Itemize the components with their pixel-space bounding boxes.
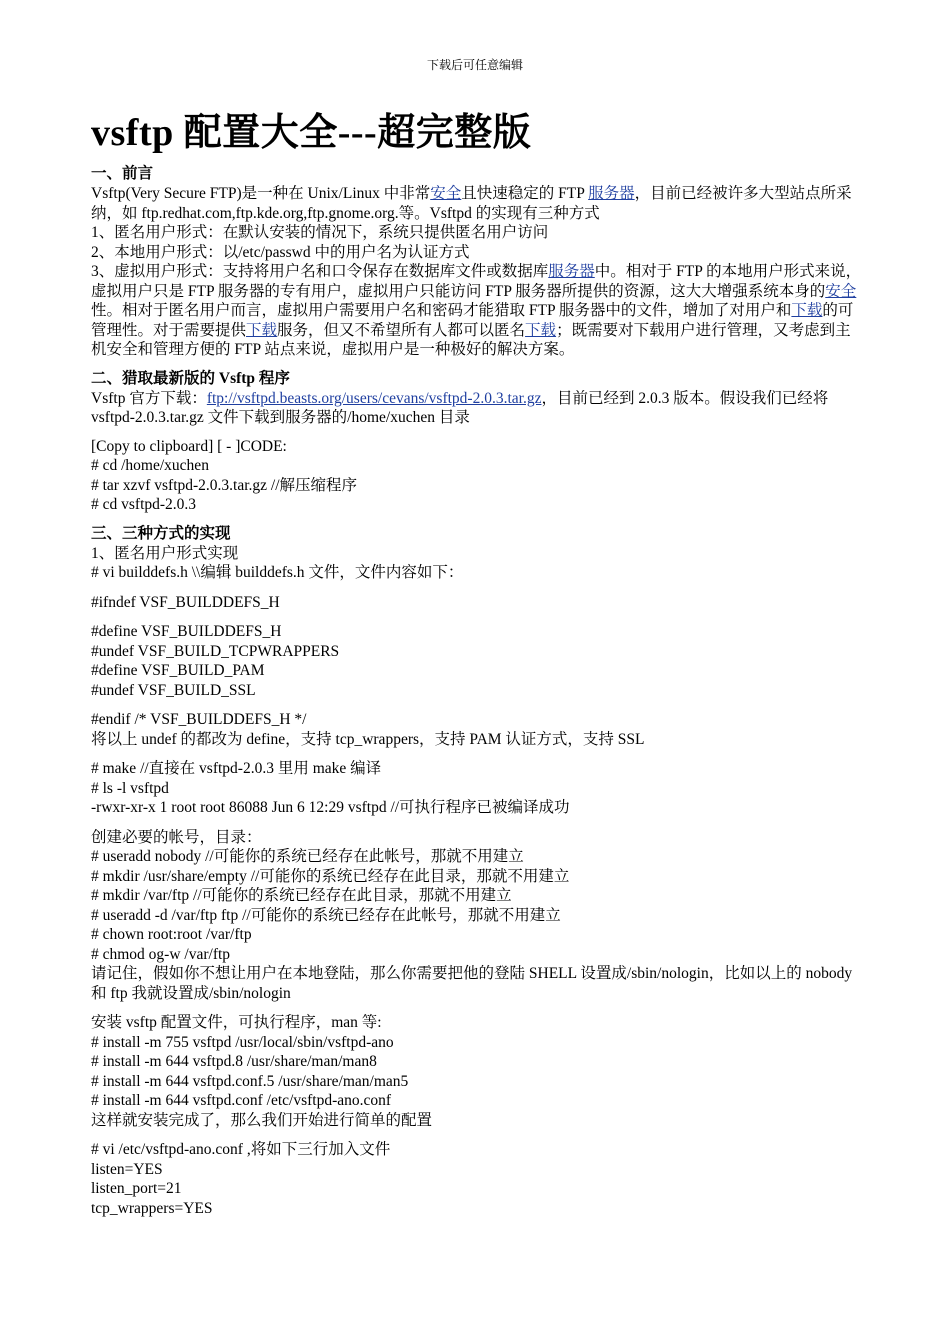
- text-line: 将以上 undef 的都改为 define，支持 tcp_wrappers，支持 PAM 认证方式，支持 SSL: [91, 730, 645, 748]
- code-line: # vi builddefs.h \\编辑 builddefs.h 文件，文件内容如下：: [91, 564, 464, 581]
- section-1-heading: 一、前言: [91, 165, 154, 182]
- link-server[interactable]: 服务器: [548, 263, 595, 280]
- code-line: #endif /* VSF_BUILDDEFS_H */: [91, 711, 307, 728]
- code-line: #undef VSF_BUILD_TCPWRAPPERS: [91, 642, 340, 660]
- list-item: 3、虚拟用户形式：支持将用户名和口令保存在数据库文件或数据库服务器中。相对于 FTP 的本地用户形式来说，虚拟用户只是 FTP 服务器的专有用户，虚拟用户只能访问 FTP 服务器所提供的资源，这大大增强系统本身的安全性。相对于匿名用户而言，虚拟用户需要用户名和密码才能猎取 FTP 服务器中的文件，增加了对用户和下载的可管理性。对于需要提供下载服务，但又不希望所有人都可以匿名下载；既需要对下载用户进行管理，又考虑到主机安全和管理方便的 FTP 站点来说，虚拟用户是一种极好的解决方案。: [91, 263, 862, 358]
- link-download[interactable]: 下载: [525, 321, 557, 339]
- document-body: [91, 108, 866, 1218]
- code-line: # install -m 644 vsftpd.8 /usr/share/man/man8: [91, 1053, 377, 1070]
- code-line: # ls -l vsftpd: [91, 779, 169, 797]
- code-line: # chown root:root /var/ftp: [91, 926, 252, 943]
- code-line: # tar xzvf vsftpd-2.0.3.tar.gz //解压缩程序: [91, 476, 358, 494]
- code-line: # chmod og-w /var/ftp: [91, 945, 231, 963]
- code-line: listen=YES: [91, 1160, 163, 1178]
- code-line: tcp_wrappers=YES: [91, 1199, 213, 1217]
- intro-paragraph: Vsftp(Very Secure FTP)是一种在 Unix/Linux 中非常安全且快速稳定的 FTP 服务器，目前已经被许多大型站点所采纳，如 ftp.redhat.com,ftp.kde.org,ftp.gnome.org.等。Vsftpd 的实现有三种方式: [91, 185, 852, 222]
- document-title: vsftp 配置大全---超完整版: [91, 112, 532, 154]
- code-line: # mkdir /usr/share/empty //可能你的系统已经存在此目录，那就不用建立: [91, 867, 570, 885]
- link-download[interactable]: 下载: [246, 321, 278, 339]
- code-line: # cd /home/xuchen: [91, 457, 209, 474]
- code-line: #ifndef VSF_BUILDDEFS_H: [91, 593, 280, 611]
- text-line: 这样就安装完成了，那么我们开始进行简单的配置: [91, 1111, 433, 1129]
- page-header: 下载后可任意编辑: [426, 58, 523, 72]
- text-line: 请记住，假如你不想让用户在本地登陆，那么你需要把他的登陆 SHELL 设置成/sbin/nologin，比如以上的 nobody 和 ftp 我就设置成/sbin/nologin: [91, 965, 853, 1002]
- code-label: [Copy to clipboard] [ - ]CODE:: [91, 437, 287, 455]
- section-2-heading: 二、猎取最新版的 Vsftp 程序: [91, 369, 290, 387]
- vsftpd-download-link[interactable]: ftp://vsftpd.beasts.org/users/cevans/vsftpd-2.0.3.tar.gz: [206, 389, 542, 407]
- link-server[interactable]: 服务器: [588, 185, 635, 202]
- code-line: # cd vsftpd-2.0.3: [91, 496, 197, 513]
- link-security[interactable]: 安全: [430, 185, 462, 202]
- code-line: -rwxr-xr-x 1 root root 86088 Jun 6 12:29 vsftpd //可执行程序已被编译成功: [91, 799, 570, 816]
- code-line: #define VSF_BUILD_PAM: [91, 662, 265, 679]
- code-line: #undef VSF_BUILD_SSL: [91, 681, 256, 699]
- code-line: # install -m 755 vsftpd /usr/local/sbin/vsftpd-ano: [91, 1033, 394, 1051]
- code-line: # useradd nobody //可能你的系统已经存在此帐号，那就不用建立: [91, 848, 524, 865]
- text-line: 创建必要的帐号，目录：: [91, 828, 262, 846]
- text-line: 1、匿名用户形式实现: [91, 544, 239, 562]
- link-security[interactable]: 安全: [825, 282, 857, 300]
- code-line: # install -m 644 vsftpd.conf.5 /usr/share/man/man5: [91, 1072, 409, 1090]
- code-line: # mkdir /var/ftp //可能你的系统已经存在此目录，那就不用建立: [91, 887, 512, 904]
- list-item: 2、本地用户形式：以/etc/passwd 中的用户名为认证方式: [91, 243, 470, 261]
- code-line: # make //直接在 vsftpd-2.0.3 里用 make 编译: [91, 760, 382, 777]
- code-line: # install -m 644 vsftpd.conf /etc/vsftpd-ano.conf: [91, 1092, 392, 1109]
- code-line: #define VSF_BUILDDEFS_H: [91, 623, 282, 640]
- download-paragraph: Vsftp 官方下载：ftp://vsftpd.beasts.org/users/cevans/vsftpd-2.0.3.tar.gz，目前已经到 2.0.3 版本。假设我们已经将 vsftpd-2.0.3.tar.gz 文件下载到服务器的/home/xuchen 目录: [91, 389, 829, 426]
- code-line: # useradd -d /var/ftp ftp //可能你的系统已经存在此帐号，那就不用建立: [91, 906, 561, 924]
- list-item: 1、匿名用户形式：在默认安装的情况下，系统只提供匿名用户访问: [91, 224, 549, 241]
- text-line: 安装 vsftp 配置文件，可执行程序，man 等:: [91, 1014, 382, 1031]
- code-line: listen_port=21: [91, 1180, 182, 1197]
- link-download[interactable]: 下载: [791, 302, 823, 319]
- code-line: # vi /etc/vsftpd-ano.conf ,将如下三行加入文件: [91, 1141, 391, 1158]
- section-3-heading: 三、三种方式的实现: [91, 524, 231, 542]
